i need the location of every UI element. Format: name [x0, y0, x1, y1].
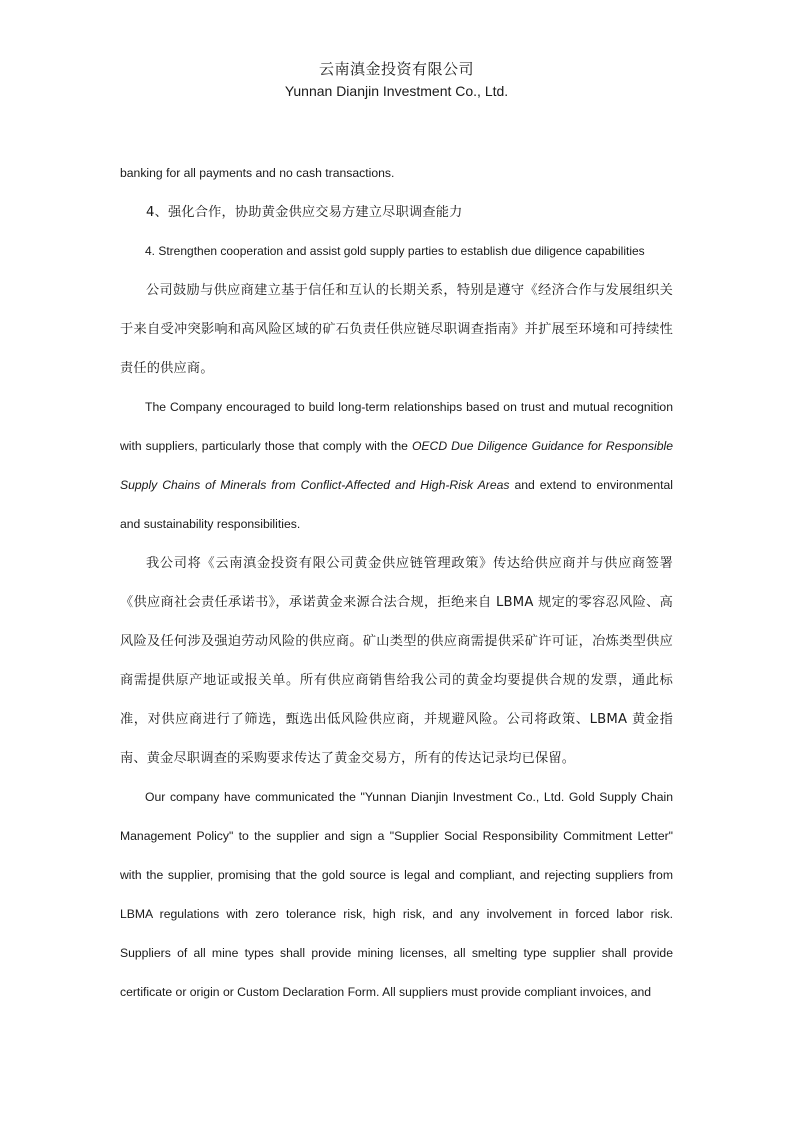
paragraph-long-term-relationships-chinese: 公司鼓励与供应商建立基于信任和互认的长期关系，特别是遵守《经济合作与发展组织关于来自受冲突影响和高风险区域的矿石负责任供应链尽职调查指南》并扩展至环境和可持续性责任的供应商。: [120, 283, 673, 376]
company-name-chinese: 云南滇金投资有限公司: [318, 60, 474, 78]
paragraph-payments-continuation: banking for all payments and no cash transactions.: [120, 166, 395, 180]
heading-cooperation-chinese: 4、强化合作，协助黄金供应交易方建立尽职调查能力: [146, 205, 463, 220]
relationships-text-start: The Company encouraged to build long-term relationships based on trust and mutual recognition with suppliers, particularly those that comply with the: [120, 400, 673, 453]
oecd-guidance-title: OECD Due Diligence Guidance for Responsible Supply Chains of Minerals from Conflict-Affected and High-Risk Areas: [120, 439, 673, 492]
document-body: [120, 154, 673, 1012]
heading-cooperation-english: 4. Strengthen cooperation and assist gold supply parties to establish due diligence capabilities: [145, 244, 645, 258]
company-name-english: Yunnan Dianjin Investment Co., Ltd.: [284, 83, 509, 99]
paragraph-policy-communication-chinese: 我公司将《云南滇金投资有限公司黄金供应链管理政策》传达给供应商并与供应商签署《供应商社会责任承诺书》，承诺黄金来源合法合规，拒绝来自 LBMA 规定的零容忍风险、高风险及任何涉及强迫劳动风险的供应商。矿山类型的供应商需提供采矿许可证，冶炼类型供应商需提供原产地证或报关单。所有供应商销售给我公司的黄金均要提供合规的发票，通此标准，对供应商进行了筛选，甄选出低风险供应商，并规避风险。公司将政策、LBMA 黄金指南、黄金尽职调查的采购要求传达了黄金交易方，所有的传达记录均已保留。: [120, 556, 673, 766]
relationships-text-end: and extend to environmental and sustainability responsibilities.: [120, 478, 673, 531]
paragraph-policy-communication-english: Our company have communicated the "Yunnan Dianjin Investment Co., Ltd. Gold Supply Chain Management Policy" to the supplier and sign a "Supplier Social Responsibility Commitment Letter" with the supplier, promising that the gold source is legal and compliant, and rejecting suppliers from LBMA regulations with zero tolerance risk, high risk, and any involvement in forced labor risk. Suppliers of all mine types shall provide mining licenses, all smelting type supplier shall provide certificate or origin or Custom Declaration Form. All suppliers must provide compliant invoices, and: [120, 790, 673, 999]
page-header: [0, 58, 793, 102]
paragraph-long-term-relationships-english: [120, 388, 673, 544]
